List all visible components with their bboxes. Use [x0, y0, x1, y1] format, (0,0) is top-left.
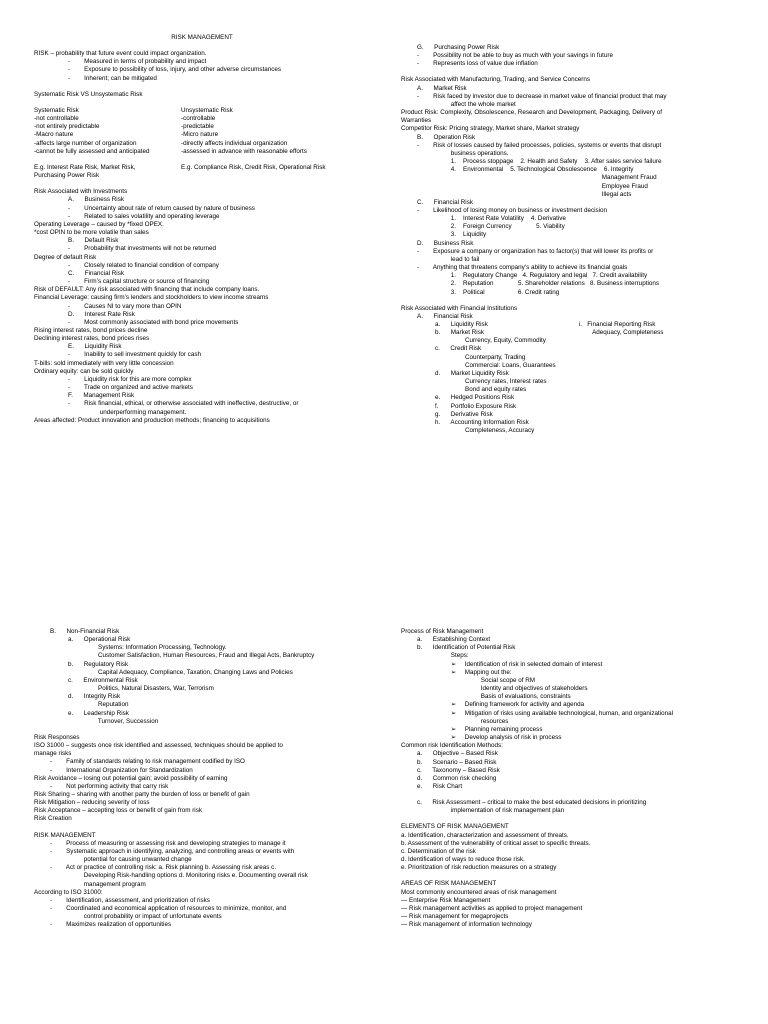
text-line: Risk Acceptance – accepting loss or benefit of gain from risk: [34, 807, 202, 815]
table-cell: E.g. Interest Rate Risk, Market Risk,: [34, 164, 136, 172]
text-line: Social scope of RM: [451, 676, 535, 684]
text-line: A. Financial Risk: [417, 312, 473, 320]
text-line: C. Financial Risk: [417, 198, 473, 206]
text-line: D. Business Risk: [417, 239, 474, 247]
text-line: - Risk of losses caused by failed processes, policies, systems or events that disrupt: [417, 141, 662, 149]
text-line: Currency, Equity, Commodity: [451, 337, 546, 345]
text-line: ELEMENTS OF RISK MANAGEMENT: [401, 823, 509, 831]
text-line: Competitor Risk: Pricing strategy, Market share, Market strategy: [401, 125, 580, 133]
text-line: 2. Reputation 5. Shareholder relations 8. Business interruptions: [435, 280, 660, 288]
text-line: Product Risk: Complexity, Obsolescence, Research and Development, Packaging, Delivery of: [401, 109, 662, 117]
text-line: Turnover, Succession: [84, 717, 159, 725]
text-line: — Enterprise Risk Management: [401, 896, 491, 904]
text-line: ➢ Planning remaining process: [435, 725, 543, 733]
text-line: — Risk management for megaprojects: [401, 913, 509, 920]
text-line: B. Default Risk: [68, 237, 119, 245]
table-cell: -Macro nature: [34, 131, 74, 139]
q4-text-block: [401, 628, 737, 929]
text-line: Risk Sharing – sharing with another party the burden of loss or benefit of gain: [34, 790, 250, 798]
quadrant-top-right: [401, 44, 737, 435]
text-line: A. Market Risk: [417, 84, 467, 92]
spacer: [401, 872, 737, 880]
text-line: E. Liquidity Risk: [68, 343, 122, 351]
text-line: Identity and objectives of stakeholders: [451, 685, 588, 693]
text-line: b. Assessment of the vulnerability of critical asset to specific threats.: [401, 839, 591, 847]
text-line: Developing Risk-handling options d. Monitoring risks e. Documenting overall risk: [68, 872, 308, 880]
text-line: - Measured in terms of probability and impact: [68, 58, 207, 66]
text-line: resources: [451, 717, 509, 725]
q1-text-block: [34, 50, 370, 107]
table-cell: Purchasing Power Risk: [34, 172, 100, 180]
text-line: — Risk management of information technology: [401, 921, 532, 929]
spacer: [34, 824, 370, 832]
text-line: B. Non-Financial Risk: [50, 628, 120, 635]
text-line: - Risk financial, ethical, or otherwise associated with ineffective, destructive, or: [68, 400, 299, 408]
text-line: Risk Mitigation – reducing severity of loss: [34, 799, 150, 807]
text-line: - Probability that investments will not be returned: [68, 245, 217, 253]
page-title: RISK MANAGEMENT: [171, 34, 233, 41]
text-line: Completeness, Accuracy: [451, 427, 535, 435]
text-line: - Not performing activity that carry risk: [50, 782, 169, 790]
text-line: - Uncertainty about rate of return caused by nature of business: [68, 204, 255, 212]
text-line: implementation of risk management plan: [435, 807, 565, 815]
text-line: - Risk faced by investor due to decrease in market value of financial product that may: [417, 92, 667, 100]
text-line: ➢ Develop analysis of risk in process: [435, 734, 562, 742]
text-line: D. Interest Rate Risk: [68, 310, 135, 318]
text-line: Risk Responses: [34, 733, 80, 741]
text-line: B. Operation Risk: [417, 133, 476, 141]
table-cell: Systematic Risk: [34, 106, 79, 114]
table-cell: -Micro nature: [181, 131, 219, 139]
text-line: a. Establishing Context: [417, 636, 491, 644]
text-line: G. Purchasing Power Risk: [417, 44, 500, 51]
text-line: - Process of measuring or assessing risk and developing strategies to manage it: [50, 839, 286, 847]
text-line: Risk Associated with Financial Institutions: [401, 304, 518, 312]
text-line: g. Derivative Risk: [435, 410, 493, 418]
spacer: [401, 815, 737, 823]
text-line: F. Management Risk: [68, 392, 135, 400]
table-cell: -controllable: [181, 115, 216, 123]
systematic-vs-unsystematic-table: [34, 107, 370, 180]
text-line: Risk Associated with Investments: [34, 188, 128, 196]
text-line: - Systematic approach in identifying, analyzing, and controlling areas or events with: [50, 847, 295, 855]
spacer: [34, 726, 370, 734]
text-line: potential for causing unwanted change: [68, 856, 192, 864]
text-line: Reputation: [84, 701, 129, 709]
spacer: [401, 68, 737, 76]
text-line: - Exposure to possibility of loss, injury, and other adverse circumstances: [68, 66, 282, 74]
text-line: lead to fail: [435, 255, 480, 263]
text-line: *cost OPIN to be more volatile than sales: [34, 229, 149, 237]
text-line: - Closely related to financial condition of company: [68, 261, 219, 269]
text-line: T-bills: sold immediately with very little concession: [34, 359, 174, 367]
text-line: - Act or practice of controlling risk: a. Risk planning b. Assessing risk areas c.: [50, 864, 277, 872]
spacer: [401, 297, 737, 305]
text-line: a. Liquidity Risk i. Financial Reporting Risk: [435, 321, 656, 328]
text-line: Ordinary equity: can be sold quickly: [34, 367, 134, 375]
text-line: - Inability to sell investment quickly for cash: [68, 351, 201, 359]
text-line: h. Accounting Information Risk: [435, 418, 529, 426]
table-cell: Unsystematic Risk: [181, 106, 233, 114]
text-line: - Identification, assessment, and prioritization of risks: [50, 896, 210, 904]
table-cell: -cannot be fully assessed and anticipated: [34, 147, 150, 155]
text-line: b. Identification of Potential Risk: [417, 644, 516, 652]
q2-text-block: [401, 44, 737, 435]
text-line: 1. Regulatory Change 4. Regulatory and legal 7. Credit availability: [435, 272, 648, 280]
text-line: Process of Risk Management: [401, 628, 484, 635]
table-cell: [181, 172, 367, 180]
text-line: 1. Interest Rate Volatility 4. Derivative: [435, 215, 566, 223]
text-line: d. Identification of ways to reduce those risk.: [401, 856, 525, 864]
text-line: Risk Avoidance – losing out potential gain; avoid possibility of earning: [34, 774, 228, 782]
text-line: control probability or impact of unfortunate events: [68, 913, 222, 921]
text-line: Management Fraud: [467, 174, 657, 182]
text-line: Risk Associated with Manufacturing, Trading, and Service Concerns: [401, 76, 590, 84]
text-line: A. Business Risk: [68, 196, 124, 204]
text-line: affect the whole market: [435, 100, 516, 108]
text-line: underperforming management.: [84, 408, 187, 416]
text-line: a. Identification, characterization and assessment of threats.: [401, 831, 569, 839]
text-line: manage risks: [34, 750, 72, 758]
systematic-column: [34, 107, 181, 180]
text-line: Risk Creation: [34, 815, 72, 823]
text-line: ➢ Mapping out the:: [435, 668, 512, 676]
text-line: Systems: Information Processing, Technology.: [84, 644, 227, 652]
text-line: Common risk Identification Methods:: [401, 742, 503, 750]
text-line: Rising interest rates, bond prices decline: [34, 326, 148, 334]
text-line: c. Risk Assessment – critical to make the best educated decisions in prioritizing: [417, 799, 647, 807]
text-line: f. Portfolio Exposure Risk: [435, 402, 517, 410]
text-line: ➢ Mitigation of risks using available technological, human, and organizational: [435, 709, 674, 717]
table-cell: -not entirely predictable: [34, 123, 100, 131]
text-line: e. Risk Chart: [417, 782, 463, 790]
text-line: - Trade on organized and active markets: [68, 384, 193, 392]
text-line: Basis of evaluations, constraints: [451, 693, 571, 701]
text-line: - Coordinated and economical application of resources to minimize, monitor, and: [50, 905, 287, 912]
text-line: 3. Liquidity: [435, 231, 487, 239]
text-line: AREAS OF RISK MANAGEMENT: [401, 880, 497, 888]
table-cell: [181, 156, 367, 164]
text-line: business operations.: [435, 149, 509, 157]
unsystematic-column: [181, 107, 367, 180]
text-line: Employee Fraud: [467, 182, 648, 190]
text-line: Systematic Risk VS Unsystematic Risk: [34, 90, 143, 98]
spacer: [34, 180, 370, 188]
text-line: - Related to sales volatility and operating leverage: [68, 212, 220, 220]
text-line: - Firm’s capital structure or source of financing: [68, 278, 210, 286]
text-line: Counterparty, Trading: [451, 353, 526, 361]
table-cell: [34, 156, 181, 164]
text-line: Steps:: [435, 652, 469, 660]
q3-text-block: [34, 628, 370, 929]
text-line: c. Credit Risk: [435, 345, 482, 353]
text-line: - Most commonly associated with bond price movements: [68, 318, 239, 326]
text-line: C. Financial Risk: [68, 269, 124, 277]
text-line: - Inherent; can be mitigated: [68, 74, 157, 82]
text-line: - Possibility not be able to buy as much with your savings in future: [417, 52, 613, 60]
q1-text-block-2: [34, 180, 370, 425]
text-line: management program: [68, 880, 146, 888]
text-line: 3. Political 6. Credit rating: [435, 288, 560, 296]
text-line: e. Hedged Positions Risk: [435, 394, 515, 402]
text-line: Politics, Natural Disasters, War, Terrorism: [84, 685, 214, 693]
text-line: - Anything that threatens company’s ability to achieve its financial goals: [417, 264, 628, 272]
table-cell: -predictable: [181, 123, 214, 131]
text-line: Most commonly encountered areas of risk management: [401, 888, 557, 896]
text-line: Warranties: [401, 117, 432, 125]
text-line: - Likelihood of losing money on business or investment decision: [417, 206, 608, 214]
spacer: [401, 791, 737, 799]
text-line: d. Integrity Risk: [68, 693, 121, 701]
quadrant-bottom-left: [34, 628, 370, 929]
text-line: b. Scenario – Based Risk: [417, 758, 497, 766]
table-cell: -assessed in advance with reasonable efforts: [181, 147, 307, 155]
text-line: Risk of DEFAULT: Any risk associated with financing that include company loans.: [34, 286, 260, 294]
text-line: Capital Adequacy, Compliance, Taxation, Changing Laws and Policies: [84, 668, 293, 676]
text-line: d. Common risk checking: [417, 774, 497, 782]
text-line: ➢ Identification of risk in selected domain of interest: [435, 660, 603, 668]
text-line: 1. Process stoppage 2. Health and Safety 3. After sales service failure: [435, 158, 662, 166]
table-cell: -directly affects individual organization: [181, 139, 288, 147]
text-line: e. Leadership Risk: [68, 709, 129, 717]
text-line: Bond and equity rates: [451, 386, 527, 394]
text-line: ➢ Defining framework for activity and agenda: [435, 701, 585, 709]
text-line: a. Objective – Based Risk: [417, 750, 498, 758]
text-line: c. Environmental Risk: [68, 676, 138, 684]
text-line: Areas affected: Product innovation and production methods; financing to acquisitions: [34, 416, 270, 424]
spacer: [34, 99, 370, 107]
text-line: b. Market Risk Adequacy, Completeness: [435, 329, 664, 337]
text-line: Illegal acts: [467, 190, 632, 198]
text-line: - Maximizes realization of opportunities: [50, 921, 172, 929]
spacer: [34, 83, 370, 91]
text-line: a. Operational Risk: [68, 636, 131, 644]
text-line: According to ISO 31000:: [34, 888, 103, 896]
text-line: Currency rates, Interest rates: [451, 378, 547, 386]
text-line: Operating Leverage – caused by *fixed OPEX.: [34, 220, 164, 228]
table-cell: E.g. Compliance Risk, Credit Risk, Operational Risk: [181, 164, 326, 172]
text-line: Customer Satisfaction, Human Resources, Fraud and Illegal Acts, Bankruptcy: [84, 652, 315, 660]
text-line: - Liquidity risk for this are more complex: [68, 375, 192, 383]
text-line: d. Market Liquidity Risk: [435, 369, 509, 377]
text-line: - Family of standards relating to risk management codified by ISO: [50, 758, 245, 766]
text-line: ISO 31000 – suggests once risk identified and assessed, techniques should be applied to: [34, 742, 283, 750]
text-line: Financial Leverage: causing firm’s lenders and stockholders to view income streams: [34, 294, 269, 302]
text-line: - Causes NI to vary more than OPIN: [68, 302, 182, 310]
text-line: c. Determination of the risk: [401, 847, 476, 855]
text-line: - Represents loss of value due inflation: [417, 60, 538, 68]
text-line: - Exposure a company or organization has to factor(s) that will lower its profits or: [417, 247, 654, 255]
text-line: RISK MANAGEMENT: [34, 831, 96, 839]
text-line: 2. Foreign Currency 5. Viability: [435, 223, 565, 231]
text-line: - International Organization for Standardization: [50, 766, 193, 774]
table-cell: -not controllable: [34, 115, 79, 123]
text-line: — Risk management activities as applied to project management: [401, 904, 583, 912]
text-line: Degree of default Risk: [34, 253, 97, 261]
quadrant-top-left: [34, 34, 370, 425]
text-line: RISK – probability that future event could impact organization.: [34, 50, 207, 58]
text-line: e. Prioritization of risk reduction measures on a strategy: [401, 864, 557, 872]
table-cell: -affects large number of organization: [34, 139, 137, 147]
quadrant-bottom-right: [401, 628, 737, 929]
text-line: 4. Environmental 5. Technological Obsolescence 6. Integrity: [435, 166, 634, 174]
text-line: Declining interest rates, bond prices rises: [34, 335, 150, 343]
text-line: b. Regulatory Risk: [68, 660, 129, 668]
text-line: Commercial: Loans, Guarantees: [451, 361, 556, 369]
text-line: c. Taxonomy – Based Risk: [417, 766, 500, 774]
